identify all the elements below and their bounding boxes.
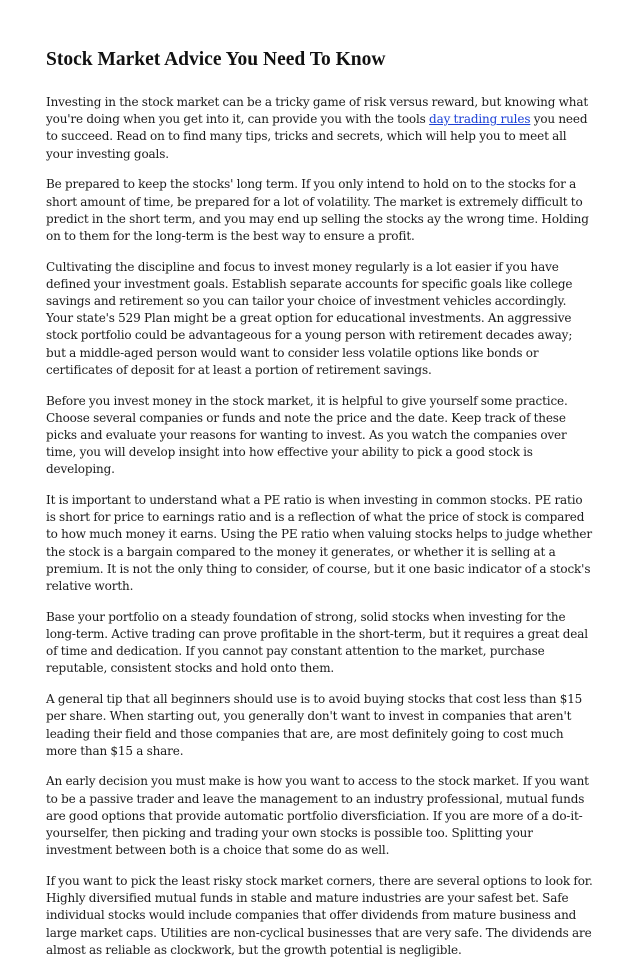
day-trading-rules-link[interactable]: day trading rules — [429, 112, 531, 127]
intro-text-after-link: you need to succeed. Read on to find many tips, tricks and secrets, which will help you to meet all your investing goals. — [46, 112, 588, 161]
paragraph-least-risky: If you want to pick the least risky stock market corners, there are several options to look for. Highly diversified mutual funds in stable and mature industries are your safest bet. Safe individual stocks would include companies that offer dividends from mature business and large market caps. Utilities are non-cyclical businesses that are very safe. The dividends are almost as reliable as clockwork, but the growth potential is negligible. — [46, 873, 593, 957]
intro-text-before-link: Investing in the stock market can be a tricky game of risk versus reward, but knowing what you're doing when you get into it, can provide you with the tools — [46, 95, 588, 127]
intro-paragraph — [46, 94, 594, 163]
paragraph-long-term: Be prepared to keep the stocks' long term. If you only intend to hold on to the stocks for a short amount of time, be prepared for a lot of volatility. The market is extremely difficult to predict in the short term, and you may end up selling the stocks ay the wrong time. Holding on to them for the long-term is the best way to ensure a profit. — [46, 177, 589, 243]
paragraph-beginner-tip: A general tip that all beginners should use is to avoid buying stocks that cost less than $15 per share. When starting out, you generally don't want to invest in companies that aren't leading their field and those companies that are, are most definitely going to cost much more than $15 a share. — [46, 692, 583, 758]
document-title: Stock Market Advice You Need To Know — [46, 49, 386, 70]
paragraph-practice: Before you invest money in the stock market, it is helpful to give yourself some practice. Choose several companies or funds and note the price and the date. Keep track of these picks and evaluate your reasons for wanting to invest. As you watch the companies over time, you will develop insight into how effective your ability to pick a good stock is developing. — [46, 393, 568, 477]
paragraph-portfolio-foundation: Base your portfolio on a steady foundation of strong, solid stocks when investing for the long-term. Active trading can prove profitable in the short-term, but it requires a great deal of time and dedication. If you cannot pay constant attention to the market, purchase reputable, consistent stocks and hold onto them. — [46, 609, 588, 676]
paragraph-investment-goals: Cultivating the discipline and focus to invest money regularly is a lot easier if you have defined your investment goals. Establish separate accounts for specific goals like college savings and retirement so you can tailor your choice of investment vehicles accordingly. Your state's 529 Plan might be a great option for educational investments. An aggressive stock portfolio could be advantageous for a young person with retirement decades away; but a middle-aged person would want to consider less volatile options like bonds or certificates of deposit for at least a portion of retirement savings. — [46, 259, 573, 377]
document-page — [46, 48, 594, 972]
paragraph-pe-ratio: It is important to understand what a PE ratio is when investing in common stocks. PE ratio is short for price to earnings ratio and is a reflection of what the price of stock is compared to how much money it earns. Using the PE ratio when valuing stocks helps to judge whether the stock is a bargain compared to the money it generates, or whether it is selling at a premium. It is not the only thing to consider, of course, but it one basic indicator of a stock's relative worth. — [46, 493, 592, 594]
paragraph-market-access: An early decision you must make is how you want to access to the stock market. If you want to be a passive trader and leave the management to an industry professional, mutual funds are good options that provide automatic portfolio diversficiation. If you are more of a do-it-yourselfer, then picking and trading your own stocks is possible too. Splitting your investment between both is a choice that some do as well. — [46, 774, 589, 858]
